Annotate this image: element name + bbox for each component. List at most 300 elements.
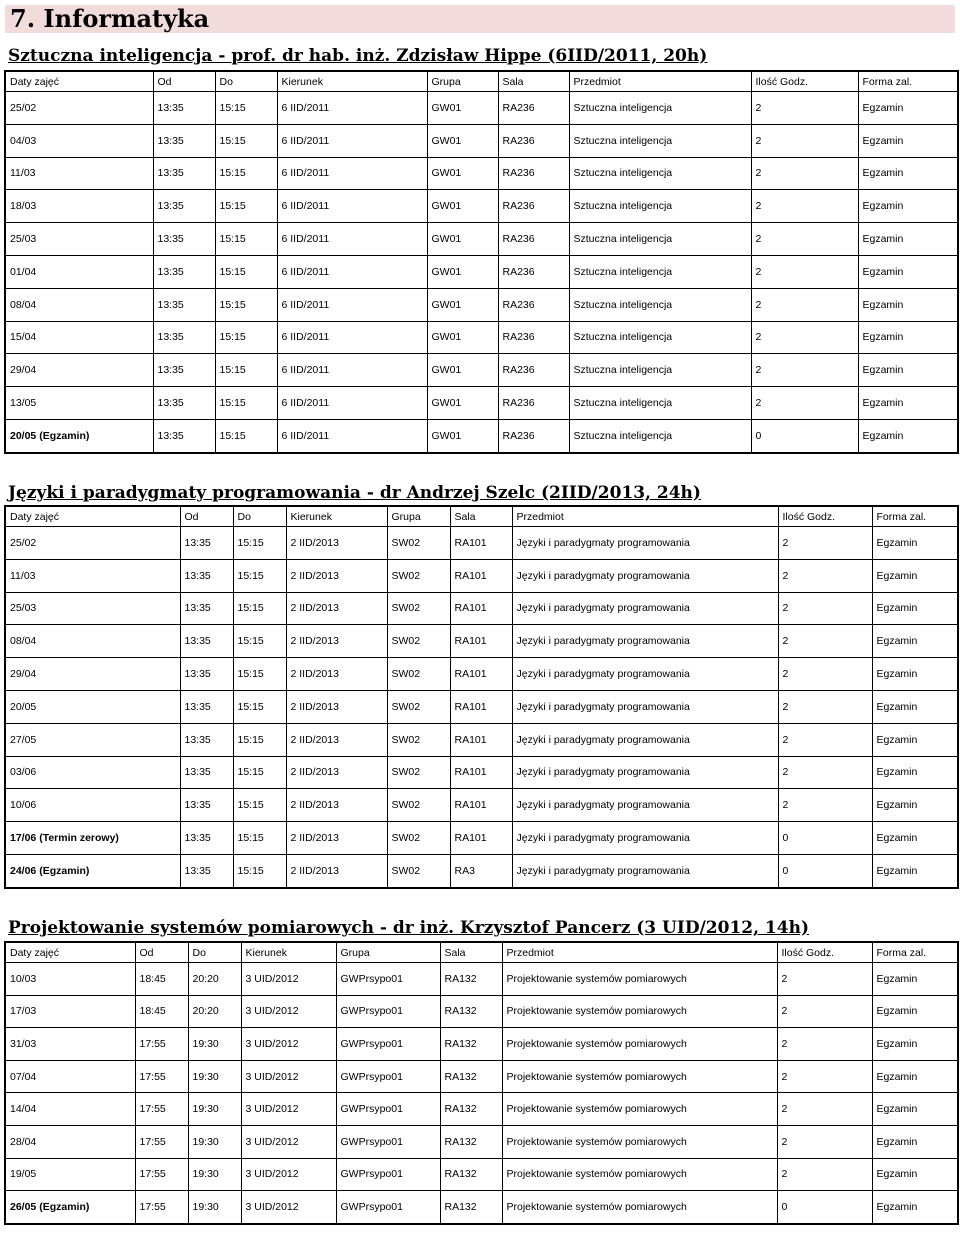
cell-hours: 2 <box>778 625 872 658</box>
cell-subject: Sztuczna inteligencja <box>569 321 751 354</box>
cell-to: 15:15 <box>215 190 277 223</box>
table-row <box>5 756 958 789</box>
table-header-row <box>5 71 958 92</box>
column-header-hours: Ilość Godz. <box>778 506 872 527</box>
cell-assessment: Egzamin <box>872 1028 958 1061</box>
cell-assessment: Egzamin <box>858 223 958 256</box>
cell-assessment: Egzamin <box>858 255 958 288</box>
cell-program: 2 IID/2013 <box>286 822 387 855</box>
cell-hours: 2 <box>751 288 858 321</box>
cell-hours: 2 <box>751 387 858 420</box>
cell-to: 19:30 <box>188 1093 241 1126</box>
cell-room: RA132 <box>440 1191 502 1224</box>
cell-assessment: Egzamin <box>872 658 958 691</box>
cell-to: 15:15 <box>215 387 277 420</box>
cell-program: 2 IID/2013 <box>286 559 387 592</box>
cell-program: 3 UID/2012 <box>241 995 336 1028</box>
cell-hours: 2 <box>751 354 858 387</box>
cell-assessment: Egzamin <box>858 354 958 387</box>
cell-date: 29/04 <box>5 658 180 691</box>
column-header-room: Sala <box>440 942 502 963</box>
cell-hours: 2 <box>777 1125 872 1158</box>
cell-to: 15:15 <box>233 592 286 625</box>
cell-subject: Sztuczna inteligencja <box>569 288 751 321</box>
table-row <box>5 963 958 996</box>
cell-room: RA236 <box>498 354 569 387</box>
table-row <box>5 288 958 321</box>
cell-room: RA101 <box>450 592 512 625</box>
schedule-table-measurement <box>4 941 959 1225</box>
cell-to: 15:15 <box>215 354 277 387</box>
cell-program: 6 IID/2011 <box>277 190 427 223</box>
cell-program: 3 UID/2012 <box>241 1125 336 1158</box>
cell-subject: Języki i paradygmaty programowania <box>512 625 778 658</box>
cell-program: 3 UID/2012 <box>241 1093 336 1126</box>
cell-subject: Sztuczna inteligencja <box>569 223 751 256</box>
cell-to: 15:15 <box>233 854 286 887</box>
table-row <box>5 124 958 157</box>
cell-group: GWPrsypo01 <box>336 1125 440 1158</box>
cell-from: 13:35 <box>153 419 215 452</box>
cell-hours: 2 <box>778 756 872 789</box>
cell-to: 15:15 <box>215 124 277 157</box>
cell-from: 13:35 <box>153 321 215 354</box>
cell-subject: Projektowanie systemów pomiarowych <box>502 1093 777 1126</box>
cell-date: 25/02 <box>5 92 153 125</box>
cell-group: GWPrsypo01 <box>336 1028 440 1061</box>
cell-room: RA236 <box>498 92 569 125</box>
column-header-subject: Przedmiot <box>569 71 751 92</box>
cell-date: 13/05 <box>5 387 153 420</box>
cell-hours: 0 <box>751 419 858 452</box>
cell-to: 15:15 <box>233 789 286 822</box>
cell-subject: Projektowanie systemów pomiarowych <box>502 1125 777 1158</box>
cell-date: 11/03 <box>5 559 180 592</box>
cell-room: RA101 <box>450 625 512 658</box>
cell-to: 15:15 <box>233 690 286 723</box>
cell-from: 18:45 <box>135 995 188 1028</box>
cell-assessment: Egzamin <box>872 592 958 625</box>
column-header-subject: Przedmiot <box>502 942 777 963</box>
cell-from: 17:55 <box>135 1191 188 1224</box>
cell-hours: 2 <box>751 223 858 256</box>
cell-subject: Języki i paradygmaty programowania <box>512 854 778 887</box>
column-header-program: Kierunek <box>241 942 336 963</box>
cell-hours: 2 <box>778 789 872 822</box>
column-header-room: Sala <box>498 71 569 92</box>
cell-program: 6 IID/2011 <box>277 321 427 354</box>
table-row <box>5 1125 958 1158</box>
column-header-hours: Ilość Godz. <box>751 71 858 92</box>
cell-group: GW01 <box>427 387 498 420</box>
cell-date: 08/04 <box>5 288 153 321</box>
column-header-room: Sala <box>450 506 512 527</box>
cell-group: GWPrsypo01 <box>336 1093 440 1126</box>
cell-date: 25/02 <box>5 527 180 560</box>
table-row <box>5 854 958 887</box>
cell-subject: Języki i paradygmaty programowania <box>512 527 778 560</box>
cell-assessment: Egzamin <box>872 723 958 756</box>
cell-hours: 2 <box>778 690 872 723</box>
cell-date: 08/04 <box>5 625 180 658</box>
cell-to: 15:15 <box>215 223 277 256</box>
cell-hours: 0 <box>778 822 872 855</box>
table-row <box>5 419 958 452</box>
cell-assessment: Egzamin <box>872 1191 958 1224</box>
cell-from: 18:45 <box>135 963 188 996</box>
cell-assessment: Egzamin <box>872 854 958 887</box>
page-title: 7. Informatyka <box>5 5 955 33</box>
cell-group: SW02 <box>387 559 450 592</box>
cell-assessment: Egzamin <box>872 822 958 855</box>
cell-date: 15/04 <box>5 321 153 354</box>
cell-program: 2 IID/2013 <box>286 854 387 887</box>
table-row <box>5 387 958 420</box>
cell-program: 2 IID/2013 <box>286 690 387 723</box>
column-header-to: Do <box>215 71 277 92</box>
cell-program: 3 UID/2012 <box>241 963 336 996</box>
cell-group: SW02 <box>387 592 450 625</box>
cell-subject: Projektowanie systemów pomiarowych <box>502 1191 777 1224</box>
cell-program: 6 IID/2011 <box>277 387 427 420</box>
cell-hours: 2 <box>778 527 872 560</box>
cell-date: 28/04 <box>5 1125 135 1158</box>
cell-from: 13:35 <box>153 124 215 157</box>
cell-from: 13:35 <box>153 92 215 125</box>
cell-room: RA132 <box>440 1158 502 1191</box>
cell-room: RA132 <box>440 1125 502 1158</box>
cell-to: 20:20 <box>188 963 241 996</box>
cell-group: GWPrsypo01 <box>336 1158 440 1191</box>
cell-program: 2 IID/2013 <box>286 592 387 625</box>
table-row <box>5 92 958 125</box>
cell-program: 2 IID/2013 <box>286 625 387 658</box>
cell-date: 25/03 <box>5 223 153 256</box>
cell-assessment: Egzamin <box>872 789 958 822</box>
cell-group: GW01 <box>427 288 498 321</box>
cell-assessment: Egzamin <box>858 321 958 354</box>
cell-assessment: Egzamin <box>872 1158 958 1191</box>
cell-subject: Projektowanie systemów pomiarowych <box>502 1028 777 1061</box>
table-header-row <box>5 942 958 963</box>
cell-to: 15:15 <box>233 756 286 789</box>
cell-hours: 2 <box>777 1060 872 1093</box>
cell-date: 17/03 <box>5 995 135 1028</box>
cell-subject: Sztuczna inteligencja <box>569 354 751 387</box>
cell-room: RA132 <box>440 1093 502 1126</box>
cell-group: SW02 <box>387 789 450 822</box>
cell-from: 13:35 <box>180 559 233 592</box>
column-header-to: Do <box>233 506 286 527</box>
column-header-assessment: Forma zal. <box>858 71 958 92</box>
table-row <box>5 625 958 658</box>
cell-hours: 2 <box>777 1028 872 1061</box>
column-header-assessment: Forma zal. <box>872 942 958 963</box>
cell-from: 17:55 <box>135 1125 188 1158</box>
cell-from: 13:35 <box>180 723 233 756</box>
cell-room: RA236 <box>498 124 569 157</box>
table-row <box>5 190 958 223</box>
cell-to: 15:15 <box>233 625 286 658</box>
section-title-measurement: Projektowanie systemów pomiarowych - dr inż. Krzysztof Pancerz (3 UID/2012, 14h) <box>8 918 809 938</box>
cell-program: 3 UID/2012 <box>241 1158 336 1191</box>
cell-from: 13:35 <box>180 527 233 560</box>
cell-group: GW01 <box>427 419 498 452</box>
cell-from: 13:35 <box>153 288 215 321</box>
cell-hours: 2 <box>751 157 858 190</box>
cell-program: 6 IID/2011 <box>277 419 427 452</box>
column-header-date: Daty zajęć <box>5 71 153 92</box>
cell-date: 27/05 <box>5 723 180 756</box>
cell-date: 29/04 <box>5 354 153 387</box>
cell-group: GW01 <box>427 124 498 157</box>
cell-program: 6 IID/2011 <box>277 92 427 125</box>
cell-subject: Sztuczna inteligencja <box>569 190 751 223</box>
cell-date: 17/06 (Termin zerowy) <box>5 822 180 855</box>
table-row <box>5 1060 958 1093</box>
cell-subject: Języki i paradygmaty programowania <box>512 592 778 625</box>
cell-subject: Języki i paradygmaty programowania <box>512 658 778 691</box>
cell-program: 6 IID/2011 <box>277 354 427 387</box>
cell-hours: 2 <box>777 995 872 1028</box>
cell-from: 17:55 <box>135 1028 188 1061</box>
cell-to: 19:30 <box>188 1125 241 1158</box>
cell-from: 17:55 <box>135 1060 188 1093</box>
table-row <box>5 822 958 855</box>
cell-date: 20/05 (Egzamin) <box>5 419 153 452</box>
cell-room: RA132 <box>440 1060 502 1093</box>
column-header-program: Kierunek <box>277 71 427 92</box>
cell-from: 13:35 <box>180 690 233 723</box>
cell-assessment: Egzamin <box>872 527 958 560</box>
cell-from: 13:35 <box>180 658 233 691</box>
cell-group: GW01 <box>427 92 498 125</box>
cell-program: 2 IID/2013 <box>286 789 387 822</box>
cell-to: 19:30 <box>188 1060 241 1093</box>
cell-assessment: Egzamin <box>858 92 958 125</box>
cell-hours: 2 <box>778 559 872 592</box>
cell-group: SW02 <box>387 527 450 560</box>
cell-assessment: Egzamin <box>872 690 958 723</box>
table-row <box>5 690 958 723</box>
cell-assessment: Egzamin <box>858 288 958 321</box>
table-row <box>5 1191 958 1224</box>
cell-room: RA101 <box>450 559 512 592</box>
cell-date: 10/03 <box>5 963 135 996</box>
cell-from: 13:35 <box>153 157 215 190</box>
cell-assessment: Egzamin <box>858 157 958 190</box>
table-header-row <box>5 506 958 527</box>
cell-hours: 2 <box>751 92 858 125</box>
column-header-assessment: Forma zal. <box>872 506 958 527</box>
cell-assessment: Egzamin <box>858 387 958 420</box>
cell-date: 01/04 <box>5 255 153 288</box>
cell-to: 15:15 <box>215 92 277 125</box>
cell-date: 04/03 <box>5 124 153 157</box>
cell-hours: 2 <box>751 190 858 223</box>
cell-assessment: Egzamin <box>858 190 958 223</box>
cell-program: 6 IID/2011 <box>277 157 427 190</box>
cell-subject: Języki i paradygmaty programowania <box>512 789 778 822</box>
cell-date: 20/05 <box>5 690 180 723</box>
cell-assessment: Egzamin <box>858 419 958 452</box>
cell-from: 17:55 <box>135 1093 188 1126</box>
cell-from: 13:35 <box>180 625 233 658</box>
cell-from: 13:35 <box>153 387 215 420</box>
cell-room: RA101 <box>450 756 512 789</box>
cell-date: 25/03 <box>5 592 180 625</box>
table-row <box>5 255 958 288</box>
cell-subject: Projektowanie systemów pomiarowych <box>502 963 777 996</box>
table-row <box>5 1093 958 1126</box>
cell-to: 15:15 <box>215 157 277 190</box>
cell-subject: Sztuczna inteligencja <box>569 255 751 288</box>
cell-assessment: Egzamin <box>872 1093 958 1126</box>
cell-hours: 2 <box>778 723 872 756</box>
table-row <box>5 995 958 1028</box>
cell-group: GWPrsypo01 <box>336 995 440 1028</box>
cell-date: 10/06 <box>5 789 180 822</box>
cell-date: 31/03 <box>5 1028 135 1061</box>
cell-subject: Języki i paradygmaty programowania <box>512 559 778 592</box>
cell-subject: Języki i paradygmaty programowania <box>512 756 778 789</box>
cell-from: 13:35 <box>153 223 215 256</box>
cell-program: 6 IID/2011 <box>277 255 427 288</box>
cell-subject: Języki i paradygmaty programowania <box>512 690 778 723</box>
cell-assessment: Egzamin <box>858 124 958 157</box>
cell-date: 11/03 <box>5 157 153 190</box>
cell-assessment: Egzamin <box>872 995 958 1028</box>
cell-room: RA132 <box>440 1028 502 1061</box>
table-row <box>5 789 958 822</box>
cell-group: SW02 <box>387 756 450 789</box>
cell-room: RA132 <box>440 995 502 1028</box>
cell-date: 26/05 (Egzamin) <box>5 1191 135 1224</box>
cell-assessment: Egzamin <box>872 625 958 658</box>
cell-hours: 2 <box>751 124 858 157</box>
cell-subject: Sztuczna inteligencja <box>569 387 751 420</box>
cell-room: RA101 <box>450 527 512 560</box>
cell-program: 6 IID/2011 <box>277 288 427 321</box>
cell-room: RA101 <box>450 658 512 691</box>
schedule-table-languages <box>4 505 959 889</box>
column-header-hours: Ilość Godz. <box>777 942 872 963</box>
cell-group: GW01 <box>427 190 498 223</box>
cell-group: GW01 <box>427 321 498 354</box>
cell-room: RA236 <box>498 419 569 452</box>
table-row <box>5 157 958 190</box>
cell-room: RA101 <box>450 690 512 723</box>
cell-room: RA3 <box>450 854 512 887</box>
cell-group: GWPrsypo01 <box>336 963 440 996</box>
column-header-from: Od <box>153 71 215 92</box>
cell-group: GW01 <box>427 354 498 387</box>
cell-group: SW02 <box>387 658 450 691</box>
section-title-languages: Języki i paradygmaty programowania - dr Andrzej Szelc (2IID/2013, 24h) <box>8 483 701 503</box>
cell-group: GWPrsypo01 <box>336 1060 440 1093</box>
cell-subject: Sztuczna inteligencja <box>569 419 751 452</box>
cell-from: 17:55 <box>135 1158 188 1191</box>
cell-subject: Języki i paradygmaty programowania <box>512 822 778 855</box>
column-header-group: Grupa <box>336 942 440 963</box>
cell-hours: 2 <box>777 1093 872 1126</box>
table-row <box>5 223 958 256</box>
table-row <box>5 527 958 560</box>
table-row <box>5 1158 958 1191</box>
cell-room: RA236 <box>498 387 569 420</box>
cell-program: 6 IID/2011 <box>277 223 427 256</box>
cell-to: 15:15 <box>233 723 286 756</box>
cell-subject: Sztuczna inteligencja <box>569 92 751 125</box>
table-row <box>5 723 958 756</box>
table-row <box>5 354 958 387</box>
column-header-from: Od <box>135 942 188 963</box>
cell-from: 13:35 <box>180 789 233 822</box>
column-header-to: Do <box>188 942 241 963</box>
column-header-group: Grupa <box>427 71 498 92</box>
section-title-ai: Sztuczna inteligencja - prof. dr hab. inż. Zdzisław Hippe (6IID/2011, 20h) <box>8 46 708 66</box>
cell-room: RA101 <box>450 723 512 756</box>
cell-hours: 2 <box>751 255 858 288</box>
cell-from: 13:35 <box>180 756 233 789</box>
cell-to: 19:30 <box>188 1191 241 1224</box>
cell-program: 6 IID/2011 <box>277 124 427 157</box>
cell-date: 14/04 <box>5 1093 135 1126</box>
cell-subject: Sztuczna inteligencja <box>569 157 751 190</box>
column-header-subject: Przedmiot <box>512 506 778 527</box>
cell-hours: 2 <box>778 592 872 625</box>
cell-date: 03/06 <box>5 756 180 789</box>
cell-room: RA101 <box>450 822 512 855</box>
cell-assessment: Egzamin <box>872 963 958 996</box>
cell-date: 24/06 (Egzamin) <box>5 854 180 887</box>
cell-room: RA132 <box>440 963 502 996</box>
cell-date: 07/04 <box>5 1060 135 1093</box>
cell-to: 19:30 <box>188 1158 241 1191</box>
cell-group: SW02 <box>387 854 450 887</box>
table-row <box>5 592 958 625</box>
cell-to: 19:30 <box>188 1028 241 1061</box>
cell-from: 13:35 <box>153 190 215 223</box>
cell-to: 15:15 <box>215 321 277 354</box>
cell-subject: Projektowanie systemów pomiarowych <box>502 1060 777 1093</box>
cell-hours: 0 <box>777 1191 872 1224</box>
cell-room: RA236 <box>498 157 569 190</box>
cell-group: SW02 <box>387 625 450 658</box>
cell-to: 15:15 <box>215 419 277 452</box>
cell-program: 3 UID/2012 <box>241 1060 336 1093</box>
cell-program: 3 UID/2012 <box>241 1191 336 1224</box>
cell-date: 19/05 <box>5 1158 135 1191</box>
cell-assessment: Egzamin <box>872 1125 958 1158</box>
column-header-date: Daty zajęć <box>5 506 180 527</box>
cell-group: GW01 <box>427 223 498 256</box>
cell-from: 13:35 <box>180 822 233 855</box>
schedule-table-ai <box>4 70 959 454</box>
cell-to: 15:15 <box>233 527 286 560</box>
cell-room: RA236 <box>498 288 569 321</box>
cell-hours: 2 <box>751 321 858 354</box>
cell-room: RA101 <box>450 789 512 822</box>
cell-from: 13:35 <box>180 592 233 625</box>
cell-from: 13:35 <box>153 354 215 387</box>
table-row <box>5 658 958 691</box>
cell-hours: 2 <box>778 658 872 691</box>
cell-subject: Projektowanie systemów pomiarowych <box>502 995 777 1028</box>
cell-assessment: Egzamin <box>872 756 958 789</box>
cell-subject: Projektowanie systemów pomiarowych <box>502 1158 777 1191</box>
table-row <box>5 321 958 354</box>
